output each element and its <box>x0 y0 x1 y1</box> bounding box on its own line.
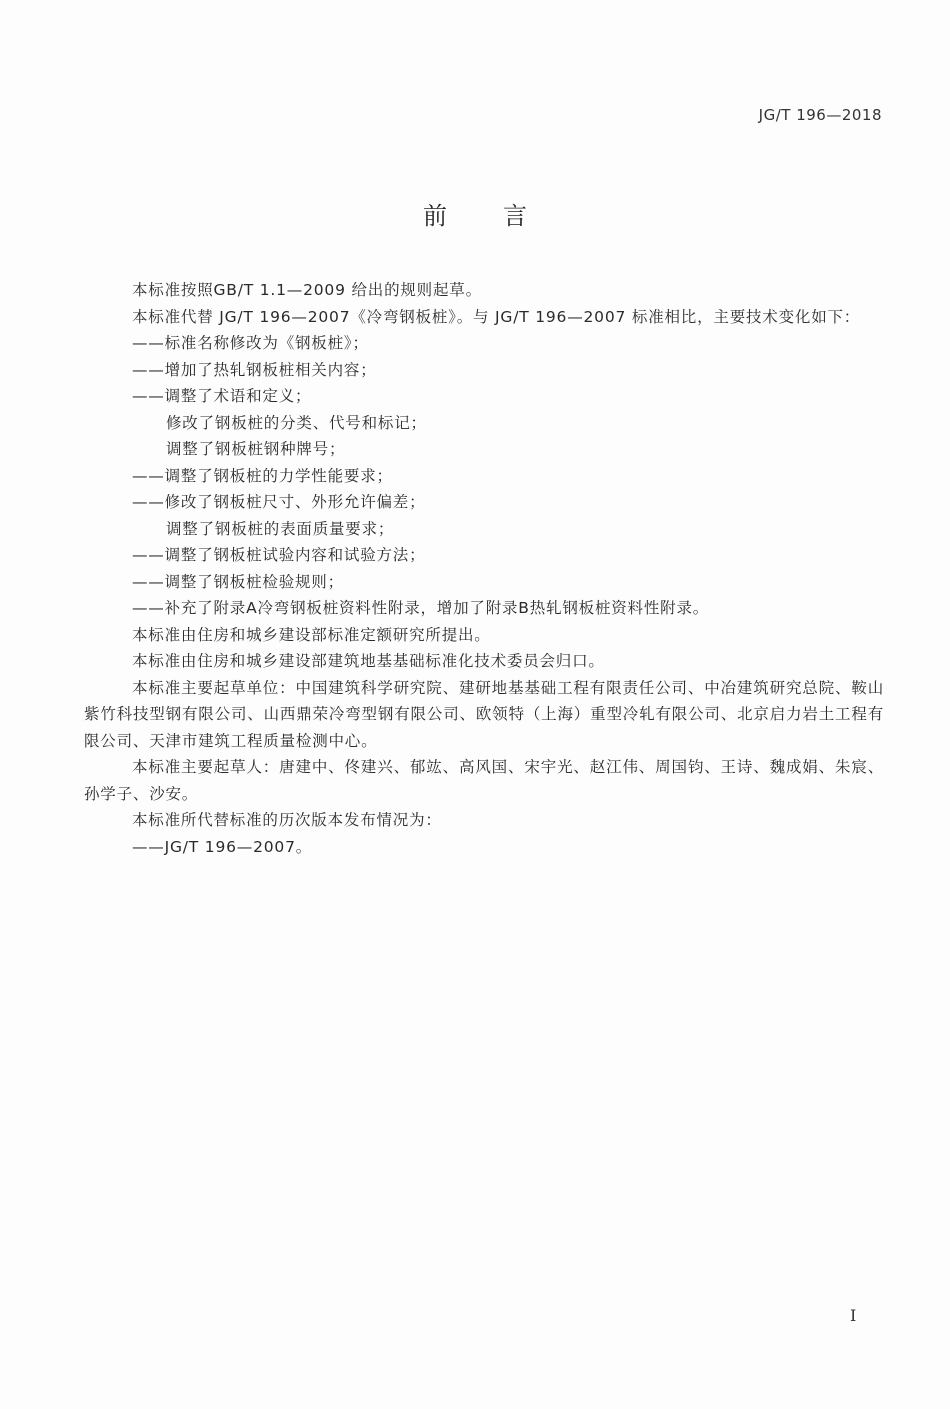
change-item: ——调整了术语和定义； <box>132 387 312 405</box>
change-subitem: 调整了钢板桩的表面质量要求； <box>166 519 395 538</box>
history-item: ——JG/T 196—2007。 <box>132 837 313 856</box>
change-item: ——标准名称修改为《钢板桩》； <box>132 334 369 352</box>
change-item: ——补充了附录A冷弯钢板桩资料性附录，增加了附录B热轧钢板桩资料性附录。 <box>132 599 710 617</box>
paragraph-proposer: 本标准由住房和城乡建设部标准定额研究所提出。 <box>132 625 491 644</box>
paragraph-history: 本标准所代替标准的历次版本发布情况为： <box>132 811 442 829</box>
paragraph-committee: 本标准由住房和城乡建设部建筑地基基础标准化技术委员会归口。 <box>132 652 605 670</box>
standard-code: JG/T 196—2018 <box>758 106 882 124</box>
change-item: ——调整了钢板桩检验规则； <box>132 572 344 591</box>
paragraph-drafters: 本标准主要起草人：唐建中、佟建兴、郁竑、高风国、宋宇光、赵江伟、周国钧、王诗、魏成娟、朱宸、孙学子、沙安。 <box>84 758 884 803</box>
page-number: I <box>850 1306 857 1325</box>
change-subitem: 调整了钢板桩钢种牌号； <box>166 440 346 458</box>
change-item: ——增加了热轧钢板桩相关内容； <box>132 360 377 379</box>
paragraph-replacement: 本标准代替 JG/T 196—2007《冷弯钢板桩》。与 JG/T 196—2007 标准相比，主要技术变化如下： <box>132 307 861 326</box>
page-title: 前言 <box>423 202 583 230</box>
paragraph-drafting-units: 本标准主要起草单位：中国建筑科学研究院、建研地基基础工程有限责任公司、中冶建筑研究总院、鞍山紫竹科技型钢有限公司、山西鼎荣冷弯型钢有限公司、欧领特（上海）重型冷轧有限公司、北京启力岩土工程有限公司、天津市建筑工程质量检测中心。 <box>84 678 884 750</box>
change-item: ——调整了钢板桩的力学性能要求； <box>132 466 393 485</box>
preface-body <box>84 277 884 860</box>
change-subitem: 修改了钢板桩的分类、代号和标记； <box>166 413 427 432</box>
change-item: ——修改了钢板桩尺寸、外形允许偏差； <box>132 493 426 511</box>
change-item: ——调整了钢板桩试验内容和试验方法； <box>132 546 426 564</box>
paragraph-drafting-rules: 本标准按照GB/T 1.1—2009 给出的规则起草。 <box>132 281 482 299</box>
